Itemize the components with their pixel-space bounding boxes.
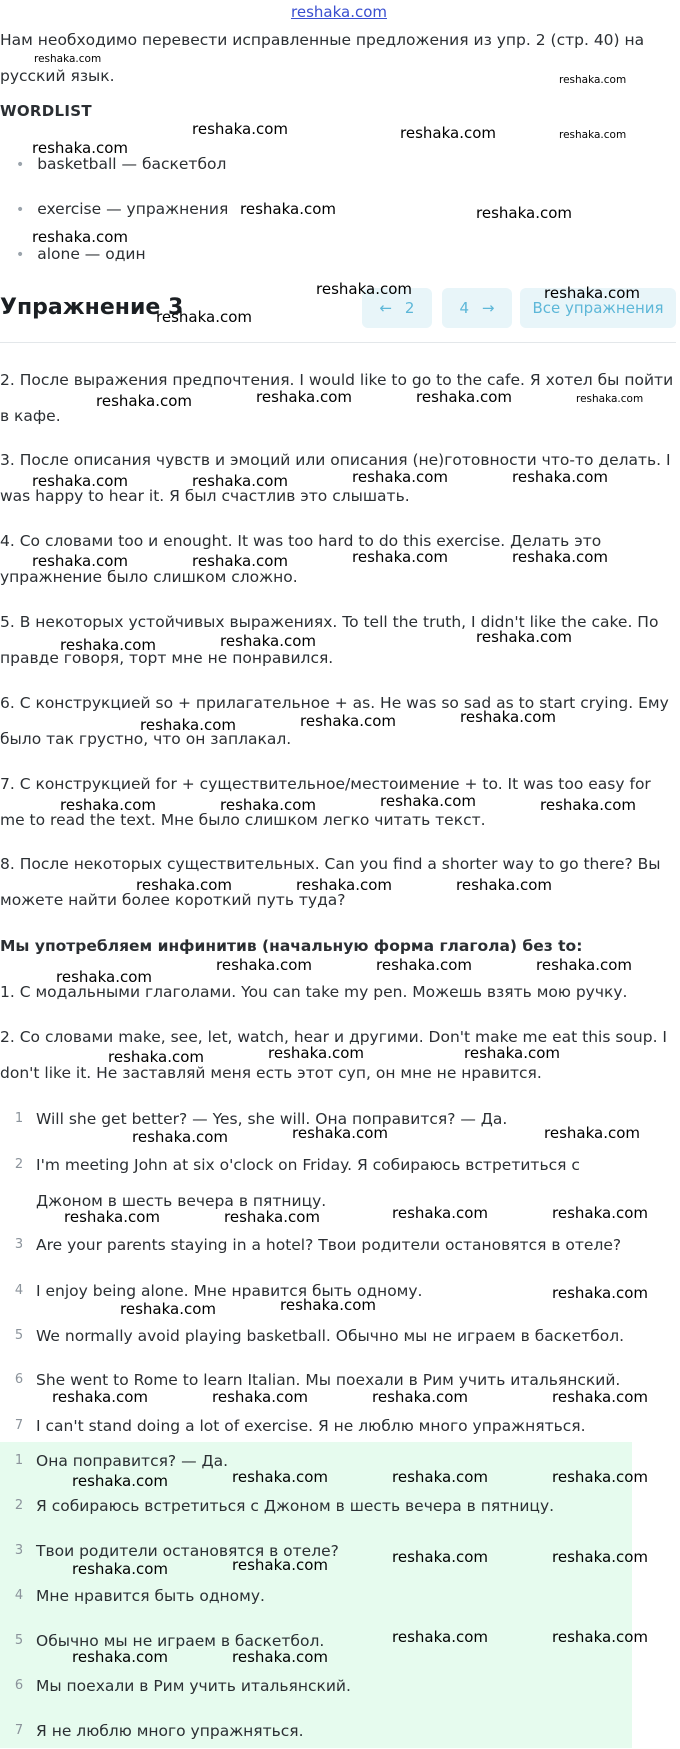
watermark: reshaka.com [576, 393, 644, 405]
watermark: reshaka.com [212, 1388, 308, 1406]
watermark: reshaka.com [292, 1124, 388, 1142]
watermark: reshaka.com [476, 204, 572, 222]
answer-number: 1 [14, 1453, 24, 1468]
watermark: reshaka.com [220, 796, 316, 814]
watermark: reshaka.com [32, 472, 128, 490]
watermark: reshaka.com [544, 1124, 640, 1142]
bullet-icon: • [16, 247, 25, 263]
answer-number: 4 [14, 1588, 24, 1603]
sentence-text: Are your parents staying in a hotel? Твои родители остановятся в отеле? [36, 1236, 622, 1254]
watermark: reshaka.com [192, 120, 288, 138]
sentence-text: We normally avoid playing basketball. Обычно мы не играем в баскетбол. [36, 1327, 625, 1345]
watermark: reshaka.com [72, 1472, 168, 1490]
sentence-text: She went to Rome to learn Italian. Мы поехали в Рим учить итальянский. [36, 1371, 621, 1389]
watermark: reshaka.com [32, 139, 128, 157]
watermark: reshaka.com [376, 956, 472, 974]
watermark: reshaka.com [392, 1628, 488, 1646]
watermark: reshaka.com [34, 53, 102, 65]
watermark: reshaka.com [476, 628, 572, 646]
watermark: reshaka.com [60, 796, 156, 814]
rule-paragraph: 3. После описания чувств и эмоций или описания (не)готовности что-то делать. I was happy to hear it. Я был счастлив это слышать. [0, 451, 671, 505]
watermark: reshaka.com [156, 308, 252, 326]
watermark: reshaka.com [216, 956, 312, 974]
watermark: reshaka.com [96, 392, 192, 410]
watermark: reshaka.com [224, 1208, 320, 1226]
watermark: reshaka.com [392, 1548, 488, 1566]
rule-paragraph: 5. В некоторых устойчивых выражениях. To tell the truth, I didn't like the cake. По правде говоря, торт мне не понравился. [0, 613, 659, 667]
divider [0, 342, 676, 343]
next-exercise-label: 4 [459, 299, 470, 317]
watermark: reshaka.com [540, 796, 636, 814]
answer-number: 5 [14, 1633, 24, 1648]
watermark: reshaka.com [552, 1468, 648, 1486]
watermark: reshaka.com [232, 1556, 328, 1574]
watermark: reshaka.com [52, 1388, 148, 1406]
watermark: reshaka.com [280, 1296, 376, 1314]
watermark: reshaka.com [232, 1468, 328, 1486]
watermark: reshaka.com [464, 1044, 560, 1062]
sentence-number: 4 [14, 1283, 24, 1298]
watermark: reshaka.com [416, 388, 512, 406]
answer-number: 7 [14, 1723, 24, 1738]
sentence-text: I'm meeting John at six o'clock on Friday. Я собираюсь встретиться с Джоном в шесть вечера в пятницу. [36, 1156, 580, 1210]
without-to-heading: Мы употребляем инфинитив (начальную форма глагола) без to: [0, 937, 583, 955]
watermark: reshaka.com [559, 129, 627, 141]
sentence-number: 7 [14, 1418, 24, 1433]
rule-paragraph: 6. С конструкцией so + прилагательное + as. He was so sad as to start crying. Ему было так грустно, что он заплакал. [0, 694, 669, 748]
rule-paragraph: 7. С конструкцией for + существительное/местоимение + to. It was too easy for me to read the text. Мне было слишком легко читать текст. [0, 775, 651, 829]
watermark: reshaka.com [60, 636, 156, 654]
watermark: reshaka.com [32, 228, 128, 246]
bullet-icon: • [16, 157, 25, 173]
wordlist-item [16, 146, 226, 183]
rule-paragraph: 1. С модальными глаголами. You can take my pen. Можешь взять мою ручку. [0, 983, 628, 1001]
watermark: reshaka.com [552, 1628, 648, 1646]
bullet-icon: • [16, 202, 25, 218]
answer-text: Мы поехали в Рим учить итальянский. [36, 1677, 351, 1695]
watermark: reshaka.com [512, 548, 608, 566]
prev-exercise-label: 2 [404, 299, 415, 317]
answer-number: 6 [14, 1678, 24, 1693]
watermark: reshaka.com [392, 1468, 488, 1486]
watermark: reshaka.com [120, 1300, 216, 1318]
sentence-text: I can't stand doing a lot of exercise. Я не люблю много упражняться. [36, 1417, 586, 1435]
wordlist-item-text: basketball — баскетбол [37, 155, 227, 173]
watermark: reshaka.com [552, 1284, 648, 1302]
rule-paragraph: 2. Со словами make, see, let, watch, hear и другими. Don't make me eat this soup. I don't like it. Не заставляй меня есть этот суп, он мне не нравится. [0, 1028, 667, 1082]
watermark: reshaka.com [512, 468, 608, 486]
answer-text: Я собираюсь встретиться с Джоном в шесть вечера в пятницу. [36, 1497, 555, 1515]
watermark: reshaka.com [140, 716, 236, 734]
exercise-title: Упражнение 3 [0, 295, 184, 320]
rule-paragraph: 2. После выражения предпочтения. I would like to go to the cafe. Я хотел бы пойти в кафе. [0, 371, 674, 425]
wordlist-item-text: alone — один [37, 245, 146, 263]
watermark: reshaka.com [72, 1560, 168, 1578]
answer-number: 2 [14, 1498, 24, 1513]
rule-paragraph: 8. После некоторых существительных. Can you find a shorter way to go there? Вы можете найти более короткий путь туда? [0, 855, 661, 909]
watermark: reshaka.com [192, 552, 288, 570]
answer-text: Я не люблю много упражняться. [36, 1722, 304, 1740]
wordlist-title: WORDLIST [0, 102, 92, 120]
watermark: reshaka.com [552, 1388, 648, 1406]
watermark: reshaka.com [108, 1048, 204, 1066]
watermark: reshaka.com [256, 388, 352, 406]
watermark: reshaka.com [136, 876, 232, 894]
watermark: reshaka.com [56, 968, 152, 986]
arrow-left-icon: ← [379, 299, 393, 317]
watermark: reshaka.com [220, 632, 316, 650]
sentence-number: 6 [14, 1372, 24, 1387]
sentence-number: 5 [14, 1328, 24, 1343]
watermark: reshaka.com [552, 1204, 648, 1222]
sentence-text: I enjoy being alone. Мне нравится быть одному. [36, 1282, 423, 1300]
watermark: reshaka.com [400, 124, 496, 142]
sentence-number: 3 [14, 1237, 24, 1252]
watermark: reshaka.com [64, 1208, 160, 1226]
watermark: reshaka.com [552, 1548, 648, 1566]
next-exercise-button[interactable] [442, 288, 512, 328]
watermark: reshaka.com [352, 468, 448, 486]
watermark: reshaka.com [32, 552, 128, 570]
rule-paragraph: 4. Со словами too и enought. It was too hard to do this exercise. Делать это упражнение было слишком сложно. [0, 532, 602, 586]
watermark: reshaka.com [352, 548, 448, 566]
arrow-right-icon: → [481, 299, 495, 317]
watermark: reshaka.com [268, 1044, 364, 1062]
answer-number: 3 [14, 1543, 24, 1558]
answer-text: Она поправится? — Да. [36, 1452, 229, 1470]
watermark: reshaka.com [296, 876, 392, 894]
watermark: reshaka.com [392, 1204, 488, 1222]
watermark: reshaka.com [192, 472, 288, 490]
sentence-number: 2 [14, 1157, 24, 1172]
watermark: reshaka.com [456, 876, 552, 894]
watermark: reshaka.com [372, 1388, 468, 1406]
watermark: reshaka.com [316, 280, 412, 298]
watermark: reshaka.com [544, 284, 640, 302]
prev-exercise-button[interactable] [362, 288, 432, 328]
sentence-text: Will she get better? — Yes, she will. Она поправится? — Да. [36, 1110, 508, 1128]
wordlist-item-text: exercise — упражнения [37, 200, 229, 218]
intro-text: Нам необходимо перевести исправленные предложения из упр. 2 (стр. 40) на русский язык. [0, 31, 645, 85]
watermark: reshaka.com [72, 1648, 168, 1666]
answer-text: Мне нравится быть одному. [36, 1587, 265, 1605]
wordlist-item [16, 236, 146, 273]
answer-text: Обычно мы не играем в баскетбол. [36, 1632, 325, 1650]
watermark: reshaka.com [559, 74, 627, 86]
watermark: reshaka.com [300, 712, 396, 730]
wordlist-item [16, 191, 228, 228]
watermark: reshaka.com [536, 956, 632, 974]
watermark: reshaka.com [460, 708, 556, 726]
watermark: reshaka.com [132, 1128, 228, 1146]
all-exercises-button[interactable]: Все упражнения [520, 288, 676, 328]
answer-text: Твои родители остановятся в отеле? [36, 1542, 339, 1560]
watermark: reshaka.com [240, 200, 336, 218]
watermark: reshaka.com [232, 1648, 328, 1666]
sentence-number: 1 [14, 1111, 24, 1126]
site-link[interactable]: reshaka.com [291, 3, 387, 21]
watermark: reshaka.com [380, 792, 476, 810]
